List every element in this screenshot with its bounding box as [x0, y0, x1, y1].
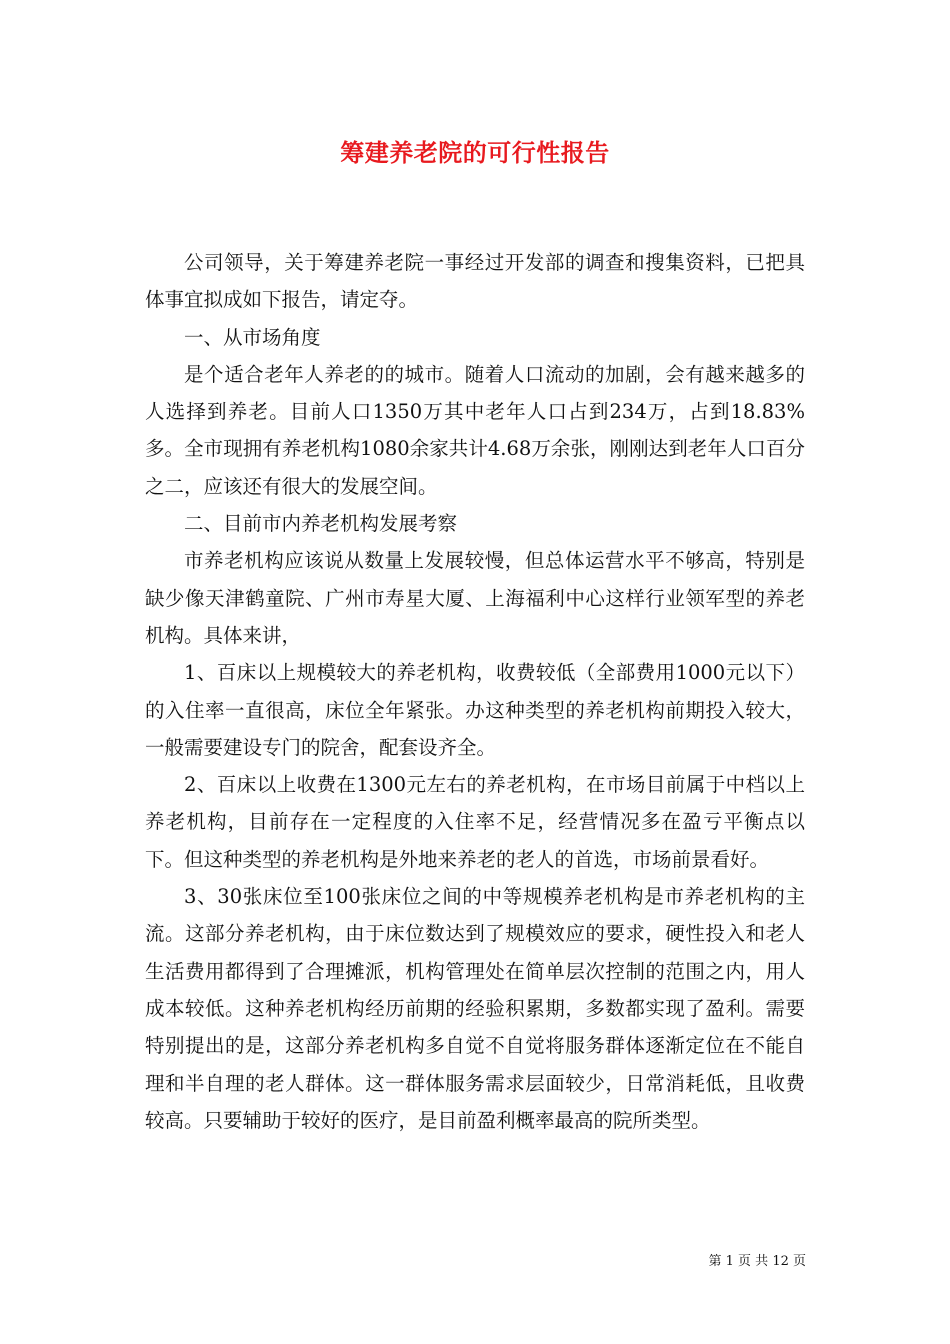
paragraph-item-2: 2、百床以上收费在1300元左右的养老机构，在市场目前属于中档以上养老机构，目前存在一定程度的入住率不足，经营情况多在盈亏平衡点以下。但这种类型的养老机构是外地来养老的老人的首选，市场前景看好。 [145, 773, 805, 871]
paragraph-item-1: 1、百床以上规模较大的养老机构，收费较低（全部费用1000元以下）的入住率一直很高，床位全年紧张。办这种类型的养老机构前期投入较大，一般需要建设专门的院舍，配套设齐全。 [145, 661, 805, 759]
paragraph-market: 是个适合老年人养老的的城市。随着人口流动的加剧，会有越来越多的人选择到养老。目前人口1350万其中老年人口占到234万，占到18.83%多。全市现拥有养老机构1080余家共计4.68万余张，刚刚达到老年人口百分之二，应该还有很大的发展空间。 [145, 362, 805, 498]
section-heading-market: 一、从市场角度 [184, 325, 321, 349]
paragraph-item-3: 3、30张床位至100张床位之间的中等规模养老机构是市养老机构的主流。这部分养老机构，由于床位数达到了规模效应的要求，硬性投入和老人生活费用都得到了合理摊派，机构管理处在简单层次控制的范围之内，用人成本较低。这种养老机构经历前期的经验积累期，多数都实现了盈利。需要特别提出的是，这部分养老机构多自觉不自觉将服务群体逐渐定位在不能自理和半自理的老人群体。这一群体服务需求层面较少，日常消耗低，且收费较高。只要辅助于较好的医疗，是目前盈利概率最高的院所类型。 [145, 885, 805, 1132]
document-title: 筹建养老院的可行性报告 [340, 138, 610, 167]
paragraph-intro: 公司领导，关于筹建养老院一事经过开发部的调查和搜集资料，已把具体事宜拟成如下报告，请定夺。 [145, 251, 805, 312]
section-heading-survey: 二、目前市内养老机构发展考察 [184, 512, 458, 536]
document-body [145, 244, 805, 1139]
paragraph-survey: 市养老机构应该说从数量上发展较慢，但总体运营水平不够高，特别是缺少像天津鹤童院、广州市寿星大厦、上海福利中心这样行业领军型的养老机构。具体来讲， [145, 549, 805, 647]
page-number: 第 1 页 共 12 页 [708, 1254, 806, 1269]
